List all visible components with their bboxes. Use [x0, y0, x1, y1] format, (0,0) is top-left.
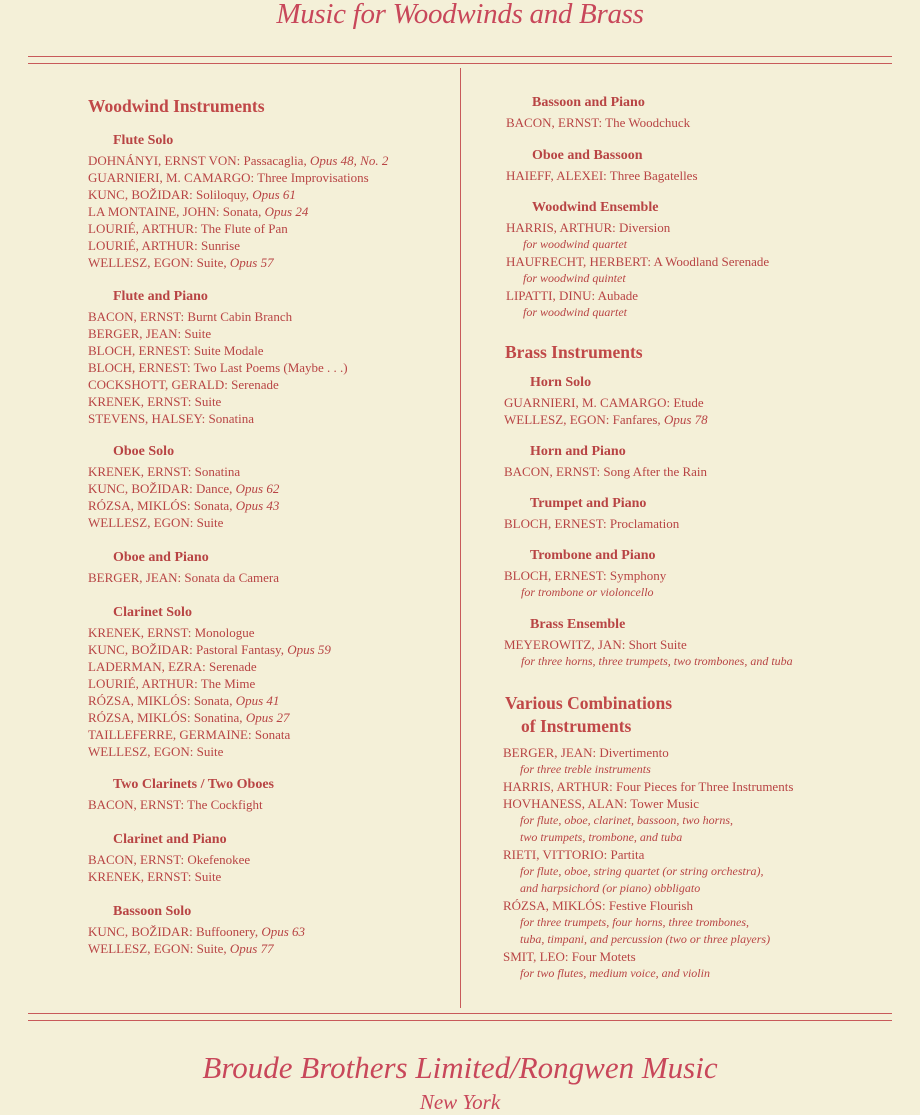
subheading: Horn Solo — [530, 375, 592, 390]
instrumentation-note: for woodwind quartet — [523, 305, 628, 319]
top-rule-1 — [28, 56, 892, 57]
list-item — [88, 923, 305, 940]
list-item — [88, 624, 331, 641]
list-item — [506, 167, 698, 184]
opus-number: Opus 63 — [261, 924, 306, 939]
entry-list — [504, 636, 793, 670]
entry-list — [88, 569, 279, 586]
instrumentation-note: for two flutes, medium voice, and violin — [520, 966, 710, 980]
publisher-name: Broude Brothers Limited/Rongwen Music — [202, 1050, 718, 1085]
entry-text: BACON, ERNST: Okefenokee — [88, 852, 251, 867]
entry-list — [504, 567, 666, 601]
entry-text: LOURIÉ, ARTHUR: The Flute of Pan — [88, 221, 288, 236]
entry-text: BLOCH, ERNEST: Symphony — [504, 568, 667, 583]
section-heading-various-1: Various Combinations — [505, 693, 673, 713]
entry-text: HAUFRECHT, HERBERT: A Woodland Serenade — [506, 254, 770, 269]
entry-text: SMIT, LEO: Four Motets — [503, 949, 636, 964]
list-item — [503, 846, 793, 897]
list-item — [506, 287, 769, 321]
various-list — [503, 744, 793, 982]
instrumentation-note: for trombone or violoncello — [521, 585, 654, 599]
subheading: Flute and Piano — [113, 289, 208, 304]
section-heading-various-2: of Instruments — [521, 716, 632, 736]
entry-text: DOHNÁNYI, ERNST VON: Passacaglia, — [88, 153, 310, 168]
list-item — [504, 515, 679, 532]
list-item — [503, 948, 793, 982]
list-item — [88, 359, 348, 376]
bottom-rule-1 — [28, 1013, 892, 1014]
list-item — [504, 411, 708, 428]
list-item — [88, 675, 331, 692]
list-item — [88, 220, 388, 237]
list-item — [88, 514, 279, 531]
opus-number: Opus 59 — [287, 642, 331, 657]
subheading: Oboe Solo — [113, 444, 175, 459]
list-item — [504, 567, 666, 601]
entry-list — [88, 796, 263, 813]
list-item — [504, 463, 707, 480]
entry-text: LOURIÉ, ARTHUR: Sunrise — [88, 238, 240, 253]
list-item — [88, 308, 348, 325]
instrumentation-note: and harpsichord (or piano) obbligato — [520, 881, 701, 895]
entry-text: RÓZSA, MIKLÓS: Festive Flourish — [503, 898, 693, 913]
entry-text: HOVHANESS, ALAN: Tower Music — [503, 796, 700, 811]
entry-text: KRENEK, ERNST: Sonatina — [88, 464, 241, 479]
list-item — [88, 726, 331, 743]
opus-number: Opus 24 — [264, 204, 309, 219]
list-item — [504, 394, 708, 411]
instrumentation-note: for flute, oboe, clarinet, bassoon, two horns, — [520, 813, 733, 827]
instrumentation-note: for three trumpets, four horns, three trombones, — [520, 915, 749, 929]
entry-list — [506, 114, 690, 131]
list-item — [88, 376, 348, 393]
entry-text: BLOCH, ERNEST: Proclamation — [504, 516, 680, 531]
entry-text: BERGER, JEAN: Suite — [88, 326, 212, 341]
top-rule-2 — [28, 63, 892, 64]
instrumentation-note: for woodwind quartet — [523, 237, 628, 251]
subheading: Oboe and Piano — [113, 550, 209, 565]
subheading: Bassoon Solo — [113, 904, 192, 919]
list-item — [88, 237, 388, 254]
entry-list — [504, 394, 708, 428]
entry-list — [504, 463, 707, 480]
list-item — [88, 497, 279, 514]
entry-text: RÓZSA, MIKLÓS: Sonata, — [88, 498, 236, 513]
opus-number: Opus 41 — [235, 693, 280, 708]
list-item — [506, 253, 769, 287]
list-item — [88, 868, 250, 885]
entry-list — [504, 515, 679, 532]
entry-text: WELLESZ, EGON: Suite, — [88, 255, 230, 270]
opus-number: Opus 57 — [229, 255, 274, 270]
bottom-rule-2 — [28, 1020, 892, 1021]
list-item — [88, 152, 388, 169]
list-item — [88, 569, 279, 586]
entry-text: RÓZSA, MIKLÓS: Sonata, — [88, 693, 236, 708]
opus-number: Opus 62 — [235, 481, 280, 496]
publisher-city: New York — [419, 1090, 501, 1114]
list-item — [88, 203, 388, 220]
list-item — [506, 114, 690, 131]
list-item — [88, 480, 279, 497]
entry-list — [88, 152, 388, 271]
page-title: Music for Woodwinds and Brass — [276, 0, 644, 30]
instrumentation-note: two trumpets, trombone, and tuba — [520, 830, 683, 844]
list-item — [88, 851, 250, 868]
list-item — [88, 410, 348, 427]
entry-text: BACON, ERNST: Burnt Cabin Branch — [88, 309, 293, 324]
instrumentation-note: tuba, timpani, and percussion (two or three players) — [520, 932, 771, 946]
subheading: Horn and Piano — [530, 444, 626, 459]
entry-text: LIPATTI, DINU: Aubade — [506, 288, 639, 303]
entry-text: BACON, ERNST: The Cockfight — [88, 797, 263, 812]
subheading: Trumpet and Piano — [530, 496, 647, 511]
entry-text: HARRIS, ARTHUR: Diversion — [506, 220, 671, 235]
instrumentation-note: for woodwind quintet — [523, 271, 626, 285]
entry-text: BACON, ERNST: The Woodchuck — [506, 115, 691, 130]
entry-text: GUARNIERI, M. CAMARGO: Etude — [504, 395, 704, 410]
entry-text: RIETI, VITTORIO: Partita — [503, 847, 645, 862]
subheading: Bassoon and Piano — [532, 95, 645, 110]
list-item — [88, 641, 331, 658]
subheading: Clarinet Solo — [113, 605, 192, 620]
entry-text: KUNC, BOŽIDAR: Soliloquy, — [88, 187, 253, 202]
entry-list — [88, 308, 348, 427]
entry-text: WELLESZ, EGON: Suite — [88, 744, 224, 759]
subheading: Clarinet and Piano — [113, 832, 227, 847]
opus-number: Opus 61 — [252, 187, 296, 202]
list-item — [88, 743, 331, 760]
entry-list — [88, 851, 250, 885]
instrumentation-note: for three treble instruments — [520, 762, 651, 776]
list-item — [503, 897, 793, 948]
entry-text: KRENEK, ERNST: Monologue — [88, 625, 255, 640]
list-item — [88, 254, 388, 271]
entry-text: BLOCH, ERNEST: Two Last Poems (Maybe . . .) — [88, 360, 348, 375]
list-item — [88, 940, 305, 957]
section-heading-woodwind: Woodwind Instruments — [88, 96, 265, 116]
entry-text: MEYEROWITZ, JAN: Short Suite — [504, 637, 687, 652]
list-item — [88, 169, 388, 186]
subheading: Two Clarinets / Two Oboes — [113, 777, 275, 792]
subheading: Woodwind Ensemble — [532, 200, 659, 215]
entry-text: BACON, ERNST: Song After the Rain — [504, 464, 708, 479]
list-item — [88, 186, 388, 203]
list-item — [88, 393, 348, 410]
list-item — [503, 778, 793, 795]
list-item — [88, 658, 331, 675]
entry-text: COCKSHOTT, GERALD: Serenade — [88, 377, 279, 392]
list-item — [504, 636, 793, 670]
entry-text: KUNC, BOŽIDAR: Dance, — [88, 481, 236, 496]
subheading: Oboe and Bassoon — [532, 148, 643, 163]
entry-text: TAILLEFERRE, GERMAINE: Sonata — [88, 727, 291, 742]
entry-text: LOURIÉ, ARTHUR: The Mime — [88, 676, 256, 691]
list-item — [503, 795, 793, 846]
entry-list — [88, 463, 279, 531]
entry-text: STEVENS, HALSEY: Sonatina — [88, 411, 254, 426]
opus-number: Opus 27 — [245, 710, 290, 725]
list-item — [88, 463, 279, 480]
list-item — [503, 744, 793, 778]
subheading: Flute Solo — [113, 133, 174, 148]
subheading: Brass Ensemble — [530, 617, 626, 632]
entry-text: LA MONTAINE, JOHN: Sonata, — [88, 204, 265, 219]
instrumentation-note: for flute, oboe, string quartet (or string orchestra), — [520, 864, 764, 878]
subheading: Trombone and Piano — [530, 548, 656, 563]
entry-text: RÓZSA, MIKLÓS: Sonatina, — [88, 710, 246, 725]
opus-number: Opus 43 — [235, 498, 280, 513]
entry-text: GUARNIERI, M. CAMARGO: Three Improvisations — [88, 170, 369, 185]
opus-number: Opus 77 — [229, 941, 274, 956]
entry-text: BERGER, JEAN: Divertimento — [503, 745, 669, 760]
entry-list — [506, 167, 698, 184]
list-item — [506, 219, 769, 253]
list-item — [88, 342, 348, 359]
list-item — [88, 325, 348, 342]
list-item — [88, 709, 331, 726]
entry-list — [88, 923, 305, 957]
entry-text: WELLESZ, EGON: Suite — [88, 515, 224, 530]
entry-text: KRENEK, ERNST: Suite — [88, 869, 222, 884]
entry-text: WELLESZ, EGON: Suite, — [88, 941, 230, 956]
opus-number: Opus 48, No. 2 — [309, 153, 389, 168]
entry-text: HARRIS, ARTHUR: Four Pieces for Three Instruments — [503, 779, 794, 794]
entry-text: KUNC, BOŽIDAR: Pastoral Fantasy, — [88, 642, 288, 657]
section-heading-brass: Brass Instruments — [505, 342, 643, 362]
entry-text: BERGER, JEAN: Sonata da Camera — [88, 570, 279, 585]
list-item — [88, 796, 263, 813]
entry-list — [88, 624, 331, 760]
entry-text: KRENEK, ERNST: Suite — [88, 394, 222, 409]
entry-text: KUNC, BOŽIDAR: Buffoonery, — [88, 924, 262, 939]
entry-text: HAIEFF, ALEXEI: Three Bagatelles — [506, 168, 698, 183]
entry-text: WELLESZ, EGON: Fanfares, — [504, 412, 664, 427]
opus-number: Opus 78 — [663, 412, 708, 427]
list-item — [88, 692, 331, 709]
entry-text: LADERMAN, EZRA: Serenade — [88, 659, 257, 674]
instrumentation-note: for three horns, three trumpets, two trombones, and tuba — [521, 654, 793, 668]
entry-list — [506, 219, 769, 321]
column-divider — [460, 68, 461, 1008]
entry-text: BLOCH, ERNEST: Suite Modale — [88, 343, 264, 358]
